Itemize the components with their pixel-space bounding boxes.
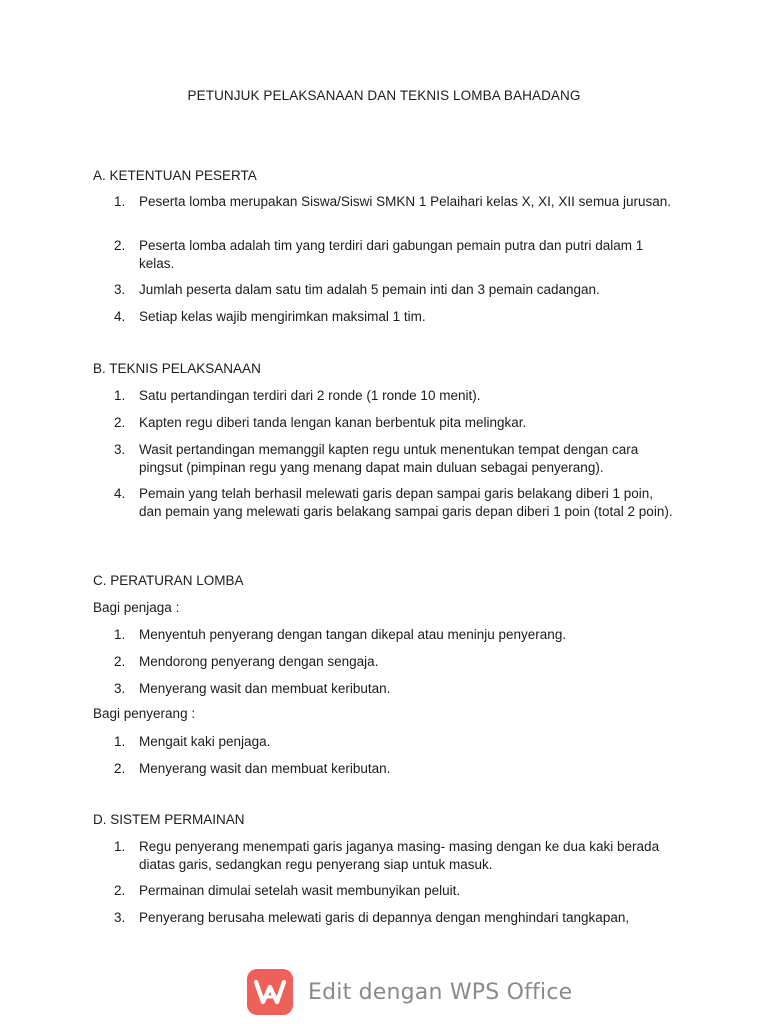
list-item <box>114 909 674 927</box>
list-item <box>114 882 674 900</box>
wps-edit-label[interactable]: Edit dengan WPS Office <box>308 979 573 1005</box>
subheading-penjaga: Bagi penjaga : <box>93 600 180 615</box>
list-item <box>114 414 674 432</box>
list-item <box>114 387 674 405</box>
item-text: Pemain yang telah berhasil melewati garis depan sampai garis belakang diberi 1 poin, dan pemain yang melewati garis belakang sampai garis depan diberi 1 poin (total 2 poin). <box>139 486 673 519</box>
item-text: Jumlah peserta dalam satu tim adalah 5 pemain inti dan 3 pemain cadangan. <box>139 282 600 297</box>
section-heading-d: D. SISTEM PERMAINAN <box>93 812 245 827</box>
item-number: 3. <box>114 442 126 457</box>
item-text: Menyerang wasit dan membuat keributan. <box>139 681 391 696</box>
item-text: Kapten regu diberi tanda lengan kanan berbentuk pita melingkar. <box>139 415 527 430</box>
item-number: 3. <box>114 910 126 925</box>
section-heading-a: A. KETENTUAN PESERTA <box>93 168 257 183</box>
item-text: Peserta lomba adalah tim yang terdiri dari gabungan pemain putra dan putri dalam 1 kelas. <box>139 238 644 271</box>
item-number: 2. <box>114 883 126 898</box>
item-number: 2. <box>114 415 126 430</box>
wps-edit-banner[interactable] <box>247 968 572 1016</box>
item-number: 1. <box>114 194 126 209</box>
list-item <box>114 308 674 326</box>
item-number: 2. <box>114 654 126 669</box>
item-number: 2. <box>114 761 126 776</box>
list-item <box>114 653 674 671</box>
item-text: Peserta lomba merupakan Siswa/Siswi SMKN 1 Pelaihari kelas X, XI, XII semua jurusan. <box>139 194 671 209</box>
section-heading-b: B. TEKNIS PELAKSANAAN <box>93 361 261 376</box>
item-text: Wasit pertandingan memanggil kapten regu untuk menentukan tempat dengan cara pingsut (pimpinan regu yang menang dapat main duluan sebagai penyerang). <box>139 442 639 475</box>
document-title: PETUNJUK PELAKSANAAN DAN TEKNIS LOMBA BAHADANG <box>187 88 581 103</box>
list-item <box>114 237 674 272</box>
item-number: 2. <box>114 238 126 253</box>
item-number: 3. <box>114 282 126 297</box>
item-number: 3. <box>114 681 126 696</box>
item-text: Setiap kelas wajib mengirimkan maksimal 1 tim. <box>139 309 426 324</box>
subheading-penyerang: Bagi penyerang : <box>93 706 196 721</box>
list-item <box>114 193 674 211</box>
list-item <box>114 680 674 698</box>
item-number: 1. <box>114 388 126 403</box>
item-text: Menyerang wasit dan membuat keributan. <box>139 761 391 776</box>
item-text: Penyerang berusaha melewati garis di depannya dengan menghindari tangkapan, <box>139 910 630 925</box>
item-number: 4. <box>114 309 126 324</box>
list-item <box>114 441 674 476</box>
item-text: Permainan dimulai setelah wasit membunyikan peluit. <box>139 883 461 898</box>
item-number: 1. <box>114 734 126 749</box>
list-item <box>114 626 674 644</box>
item-text: Menyentuh penyerang dengan tangan dikepal atau meninju penyerang. <box>139 627 567 642</box>
item-number: 1. <box>114 627 126 642</box>
list-item <box>114 485 674 520</box>
list-item <box>114 838 674 873</box>
item-text: Satu pertandingan terdiri dari 2 ronde (1 ronde 10 menit). <box>139 388 481 403</box>
section-heading-c: C. PERATURAN LOMBA <box>93 573 244 588</box>
item-text: Regu penyerang menempati garis jaganya masing- masing dengan ke dua kaki berada diatas garis, sedangkan regu penyerang siap untuk masuk. <box>139 839 660 872</box>
list-item <box>114 733 674 751</box>
item-text: Mendorong penyerang dengan sengaja. <box>139 654 379 669</box>
list-item <box>114 760 674 778</box>
item-text: Mengait kaki penjaga. <box>139 734 271 749</box>
wps-office-logo-icon <box>247 969 293 1015</box>
item-number: 4. <box>114 486 126 501</box>
list-item <box>114 281 674 299</box>
item-number: 1. <box>114 839 126 854</box>
